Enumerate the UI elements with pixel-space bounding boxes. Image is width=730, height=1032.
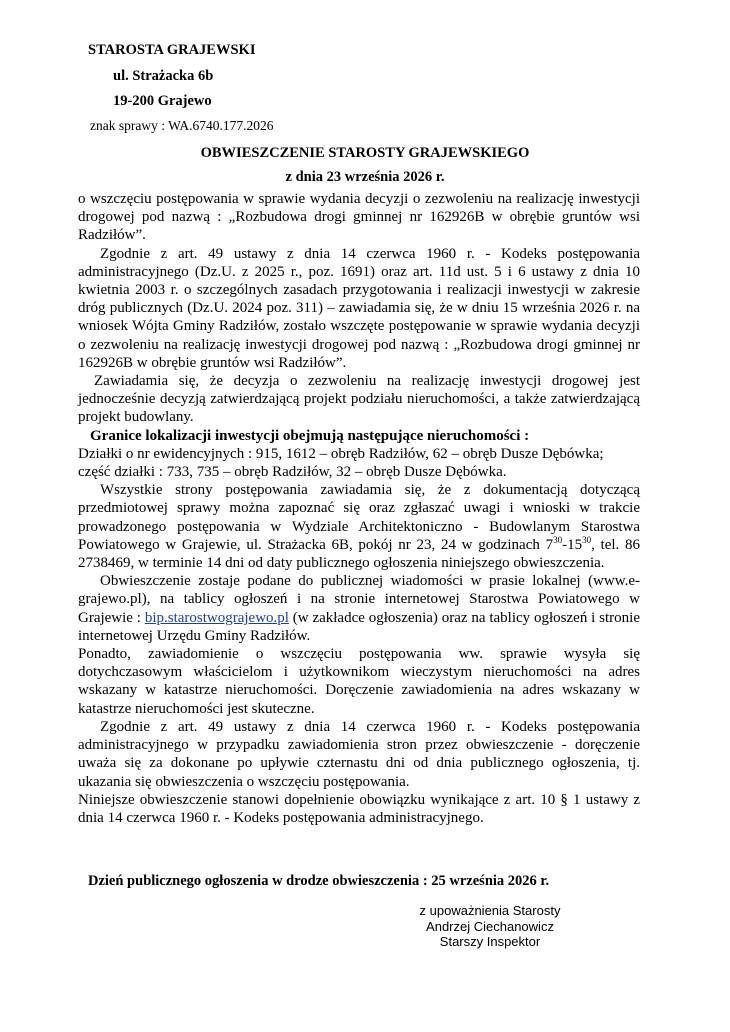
document-date: z dnia 23 września 2026 r. [285,169,445,185]
publication-text-end: (w zakładce ogłoszenia) oraz na tablicy ogłoszeń i stronie internetowej Urzędu Gminy Radziłów. [78,609,640,644]
partial-plots-list: część działki : 733, 735 – obręb Radziłów, 32 – obręb Dusze Dębówka. [78,464,507,481]
boundaries-heading: Granice lokalizacji inwestycji obejmują następujące nieruchomości : [90,427,530,444]
decision-scope-paragraph: Zawiadamia się, że decyzja o zezwoleniu na realizację inwestycji drogowej jest jednocześnie decyzją zatwierdzającą projekt podziału nieruchomości, a także zatwierdzającą projekt budowlany. [78,373,640,426]
publication-text: Obwieszczenie zostaje podane do publicznej wiadomości w prasie lokalnej (www.e-grajewo.pl), na tablicy ogłoszeń i na stronie internetowej Starostwa Powiatowego w Grajewie : [78,573,640,626]
documentation-text: Wszystkie strony postępowania zawiadamia się, że z dokumentacją dotyczącą przedmiotowej sprawy można zapoznać się oraz zgłaszać uwagi i wnioski w trakcie prowadzonego postępowania w Wydziale Architektoniczno - Budowlanym Starostwa Powiatowego w Grajewie, ul. Strażacka 6B, pokój nr 23, 24 w godzinach 7 [78,482,640,553]
bip-link[interactable]: bip.starostwograjewo.pl [144,609,289,626]
signature-block [405,903,575,950]
document-body [78,190,640,827]
authority-street: ul. Strażacka 6b [113,68,214,84]
hours-superscript-end: 30 [582,534,592,545]
authority-city: 19-200 Grajewo [113,93,212,109]
signature-position: Starszy Inspektor [439,934,541,949]
legal-basis-paragraph: Zgodnie z art. 49 ustawy z dnia 14 czerwca 1960 r. - Kodeks postępowania administracyjnego (Dz.U. z 2025 r., poz. 1691) oraz art. 11d ust. 5 i 6 ustawy z dnia 10 kwietnia 2003 r. o szczególnych zasadach przygotowania i realizacji inwestycji w zakresie dróg publicznych (Dz.U. 2024 poz. 311) – zawiadamia się, że w dniu 15 września 2026 r. na wniosek Wójta Gminy Radziłów, zostało wszczęte postępowanie w sprawie wydania decyzji o zezwoleniu na realizację inwestycji drogowej pod nazwą : „Rozbudowa drogi gminnej nr 162926B w obrębie gruntów wsi Radziłów”. [78,245,640,371]
documentation-paragraph [78,481,640,572]
document-title: OBWIESZCZENIE STAROSTY GRAJEWSKIEGO [200,145,530,161]
notification-paragraph: Ponadto, zawiadomienie o wszczęciu postępowania ww. sprawie wysyła się dotychczasowym właścicielom i użytkownikom wieczystym nieruchomości na adres wskazany w katastrze nieruchomości. Doręczenie zawiadomienia na adres wskazany w katastrze nieruchomości jest skuteczne. [78,646,640,717]
publication-paragraph [78,572,640,645]
case-number: znak sprawy : WA.6740.177.2026 [90,118,274,133]
plots-list: Działki o nr ewidencyjnych : 915, 1612 – obręb Radziłów, 62 – obręb Dusze Dębówka; [78,445,604,462]
signature-authorization: z upoważnienia Starosty [419,903,561,918]
documentation-text-end: , tel. 86 2738469, w terminie 14 dni od daty publicznego ogłoszenia niniejszego obwieszczenia. [78,536,640,572]
obligation-paragraph: Niniejsze obwieszczenie stanowi dopełnienie obowiązku wynikające z art. 10 § 1 ustawy z dnia 14 czerwca 1960 r. - Kodeks postępowania administracyjnego. [78,791,640,826]
signature-name: Andrzej Ciechanowicz [426,918,554,934]
hours-separator: -15 [562,536,583,553]
authority-name: STAROSTA GRAJEWSKI [88,42,256,58]
publication-day: Dzień publicznego ogłoszenia w drodze obwieszczenia : 25 września 2026 r. [88,873,550,889]
hours-superscript-start: 30 [553,534,563,545]
intro-paragraph: o wszczęciu postępowania w sprawie wydania decyzji o zezwoleniu na realizację inwestycji drogowej pod nazwą : „Rozbudowa drogi gminnej nr 162926B w obrębie gruntów wsi Radziłów”. [78,191,640,244]
delivery-paragraph: Zgodnie z art. 49 ustawy z dnia 14 czerwca 1960 r. - Kodeks postępowania administracyjnego w przypadku zawiadomienia stron przez obwieszczenie - doręczenie uważa się za dokonane po upływie czternastu dni od dnia publicznego ogłoszenia, tj. ukazania się obwieszczenia o wszczęciu postępowania. [78,718,640,790]
